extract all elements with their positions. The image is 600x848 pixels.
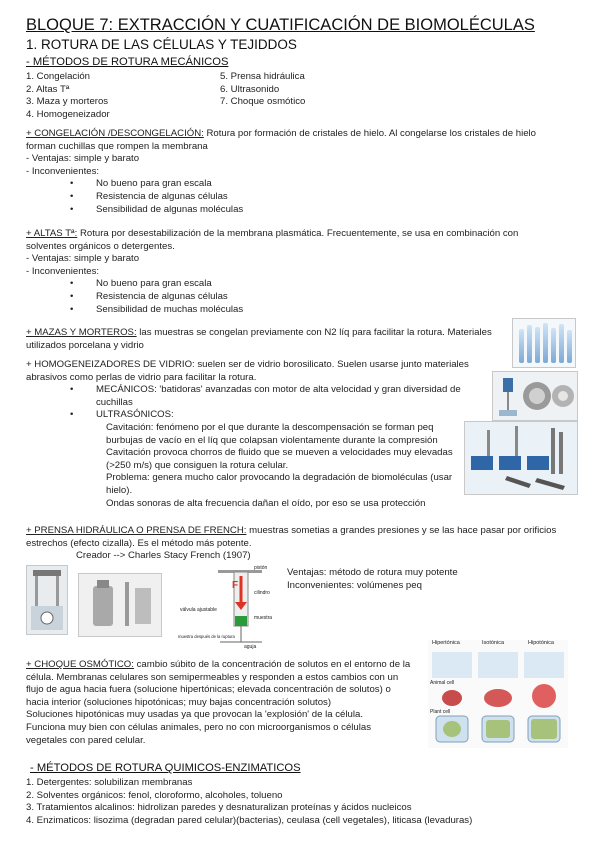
- list-item: • Sensibilidad de muchas moléculas: [26, 304, 546, 317]
- french-press-diagram: [180, 562, 284, 652]
- diagram-label-muestra: muestra: [254, 615, 273, 621]
- mazas-paragraph: [26, 327, 506, 352]
- choque-line: [26, 659, 436, 672]
- congelacion-ventajas: - Ventajas: simple y barato: [26, 153, 140, 165]
- page-title: BLOQUE 7: EXTRACCIÓN Y CUATIFICACIÓN DE BIOMOLÉCULAS: [26, 16, 535, 34]
- section-altas-temperaturas: [26, 228, 546, 316]
- section-homogeneizadores: [26, 359, 476, 510]
- list-item: 3. Tratamientos alcalinos: hidrolizan paredes y desnaturalizan proteínas y ácidos nucleicos: [26, 802, 412, 814]
- force-label: F: [232, 580, 239, 591]
- tubes-image: [512, 318, 576, 368]
- list-item: 3. Maza y morteros: [26, 96, 109, 108]
- list-item: 4. Homogeneizador: [26, 108, 110, 120]
- french-press-cylinder: [79, 574, 161, 636]
- prensa-label: + PRENSA HIDRÁULICA O PRENSA DE FRENCH:: [26, 525, 247, 536]
- choque-line: célula. Membranas celulares son semipermeables y responden a estos cambios con un: [26, 671, 399, 683]
- congelacion-label: + CONGELACIÓN /DESCONGELACIÓN:: [26, 128, 204, 139]
- osmosis-col-label: Hipotónica: [528, 640, 554, 646]
- list-item-continuation: cuchillas: [96, 396, 133, 408]
- diagram-label-valvula: válvula ajustable: [180, 607, 217, 613]
- congelacion-paragraph: [26, 128, 546, 153]
- choque-label: + CHOQUE OSMÓTICO:: [26, 659, 134, 670]
- french-press-image-2: [78, 573, 162, 637]
- cavitation-line: Ondas sonoras de alta frecuencia dañan el oído, por eso se usa protección: [106, 497, 426, 509]
- altas-inconvenientes: - Inconvenientes:: [26, 265, 100, 277]
- list-item: • MECÁNICOS: 'batidoras' avanzadas con motor de alta velocidad y gran diversidad de: [26, 384, 476, 397]
- list-item: 1. Congelación: [26, 71, 91, 82]
- list-item: • No bueno para gran escala: [26, 178, 546, 191]
- list-item: • Resistencia de algunas células: [26, 291, 546, 304]
- congelacion-text: Rotura por formación de cristales de hielo. Al congelarse los cristales de hielo forman cuchillas que rompen la membrana: [26, 128, 537, 152]
- list-item: • No bueno para gran escala: [26, 278, 546, 291]
- section-heading-rotura: 1. ROTURA DE LAS CÉLULAS Y TEJIDDOS: [26, 37, 297, 52]
- congelacion-inconvenientes: - Inconvenientes:: [26, 165, 100, 177]
- osmosis-figure: [428, 640, 568, 748]
- french-press-machine: [27, 566, 67, 634]
- list-item: 1. Detergentes: solubilizan membranas: [26, 777, 193, 788]
- osmosis-row-label: Animal cell: [430, 680, 455, 686]
- choque-line: flujo de agua hacia fuera (solucione hipertónicas; elevada concentración de solutos) o: [26, 684, 391, 696]
- choque-line: vegetales con pared celular.: [26, 734, 146, 746]
- diagram-label-cilindro: cilindro: [254, 590, 270, 596]
- cavitation-line: (>250 m/s) que consiguen la rotura celular.: [106, 459, 289, 471]
- diagram-label-muestra-despues: muestra después de la ruptura: [178, 634, 235, 639]
- list-item: 7. Choque osmótico: [220, 96, 306, 108]
- mazas-text: las muestras se congelan previamente con N2 líq para facilitar la rotura. Materiales utilizados porcelana y vidrio: [26, 327, 492, 351]
- altas-ventajas: - Ventajas: simple y barato: [26, 253, 140, 265]
- prensa-text: muestras sometias a grandes presiones y se las hace pasar por orificios estrechos (efecto cizalla). Es el método más potente.: [26, 525, 557, 549]
- section-mazas-morteros: [26, 327, 506, 352]
- heading-metodos-quimicos: - MÉTODOS DE ROTURA QUIMICOS-ENZIMATICOS: [30, 762, 301, 774]
- prensa-creador: Creador --> Charles Stacy French (1907): [76, 550, 251, 562]
- diagram-label-aguja: aguja: [244, 644, 257, 650]
- altas-text: Rotura por desestabilización de la membrana plasmática. Frecuentemente, se usa en combinación con solventes orgánicos o detergentes.: [26, 228, 519, 252]
- list-item: • Sensibilidad de algunas moléculas: [26, 204, 546, 217]
- altas-label: + ALTAS Tª:: [26, 228, 78, 239]
- diagram-label-piston: pistón: [254, 565, 268, 571]
- osmosis-illustration: [428, 640, 568, 748]
- osmosis-col-label: Isotónica: [482, 640, 505, 646]
- cavitation-line: Problema: genera mucho calor provocando la degradación de biomoléculas (usar: [106, 472, 453, 484]
- prensa-paragraph: [26, 525, 578, 550]
- list-item: 5. Prensa hidráulica: [220, 71, 305, 82]
- choque-line: Funciona muy bien con células animales, pero no con microorganismos o células: [26, 721, 372, 733]
- section-prensa-french: [26, 525, 578, 563]
- french-press-image-1: [26, 565, 68, 635]
- list-item: 4. Enzimaticos: lisozima (degradan pared celular)(bacterias), ceulasa (cell vegetales), liticasa (levaduras): [26, 814, 473, 826]
- osmosis-col-label: Hipertónica: [432, 640, 460, 646]
- heading-metodos-mecanicos: - MÉTODOS DE ROTURA MECÁNICOS: [26, 56, 229, 68]
- homog-paragraph: + HOMOGENEIZADORES DE VIDRIO: suelen ser de vidrio borosilicato. Suelen usarse junto materiales abrasivos como perlas de vidrio para facilitar la rotura.: [26, 359, 469, 383]
- altas-paragraph: [26, 228, 546, 253]
- section-choque-osmotico: [26, 659, 436, 747]
- prensa-pros-cons: [287, 567, 507, 592]
- cavitation-line: Cavitación provoca chorros de fluido que se mueven a velocidades muy elevadas: [106, 447, 453, 459]
- prensa-ventajas: Ventajas: método de rotura muy potente: [287, 567, 458, 578]
- chemical-methods-list: [26, 777, 586, 827]
- cavitation-line: hielo).: [106, 484, 133, 496]
- ultrasonic-image: [464, 421, 578, 495]
- list-item: • Resistencia de algunas células: [26, 191, 546, 204]
- homogenizer-illustration: [493, 372, 577, 420]
- section-congelacion: [26, 128, 546, 216]
- list-item: 2. Altas Tª: [26, 83, 70, 95]
- list-item: 2. Solventes orgánicos: fenol, cloroformo, alcoholes, tolueno: [26, 789, 283, 801]
- list-item: • ULTRASÓNICOS:: [26, 409, 476, 422]
- cavitation-line: burbujas de vacío en el líq que colapsan violentamente durante la compresión: [106, 434, 438, 446]
- choque-line: Soluciones hipotónicas muy usadas ya que provocan la 'explosión' de la célula.: [26, 709, 363, 721]
- cavitation-line: Cavitación: fenómeno por el que durante la descompensación se forman peq: [106, 421, 434, 433]
- choque-line: hacia interior (soluciones hipotónicas; muy bajas concentración solutos): [26, 696, 332, 708]
- ultrasonic-illustration: [465, 422, 577, 494]
- choque-text: cambio súbito de la concentración de solutos en el entorno de la: [133, 659, 411, 670]
- list-item: 6. Ultrasonido: [220, 83, 280, 95]
- prensa-inconvenientes: Inconvenientes: volúmenes peq: [287, 579, 422, 591]
- homogenizer-image: [492, 371, 578, 421]
- osmosis-row-label: Plant cell: [430, 709, 451, 715]
- mazas-label: + MAZAS Y MORTEROS:: [26, 327, 137, 338]
